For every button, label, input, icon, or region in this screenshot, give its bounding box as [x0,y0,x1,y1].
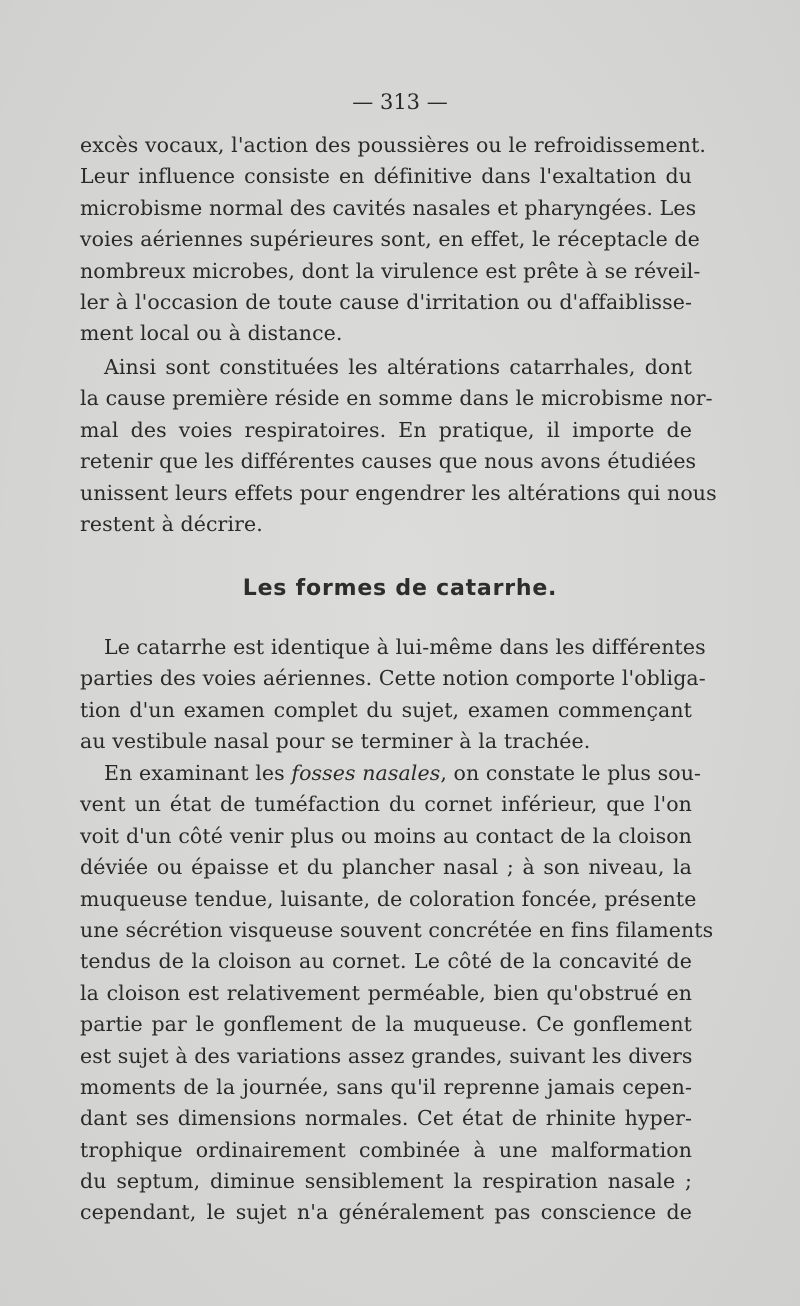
text-line: Leur influence consiste en définitive dans l'exaltation du [80,164,692,189]
text-line: excès vocaux, l'action des poussières ou le refroidissement. [80,133,707,157]
text-line: unissent leurs effets pour engendrer les altérations qui nous [80,480,717,505]
text-line: moments de la journée, sans qu'il reprenne jamais cepen- [80,1074,692,1099]
text-line: une sécrétion visqueuse souvent concrétée en fins filaments [80,917,714,942]
text-line: la cloison est relativement perméable, bien qu'obstrué en [80,980,692,1005]
page-number: — 313 — [352,90,448,114]
text-line: muqueuse tendue, luisante, de coloration foncée, présente [80,886,697,911]
paragraph-2 [80,352,717,540]
text-line: microbisme normal des cavités nasales et pharyngées. Les [80,195,697,220]
text-run: En examinant les [104,761,292,785]
text-line: nombreux microbes, dont la virulence est prête à se réveil- [80,258,701,283]
text-line: mal des voies respiratoires. En pratique, il importe de [80,417,692,442]
text-line: partie par le gonflement de la muqueuse. Ce gonflement [80,1012,692,1037]
text-line [80,758,702,789]
text-line: Ainsi sont constituées les altérations catarrhales, dont [104,355,692,379]
text-line: Le catarrhe est identique à lui-même dans les différentes [104,635,706,659]
text-line: tion d'un examen complet du sujet, examen commençant [80,697,692,722]
text-line: dant ses dimensions normales. Cet état de rhinite hyper- [80,1106,692,1131]
text-line: la cause première réside en somme dans le microbisme nor- [80,386,713,411]
text-line: déviée ou épaisse et du plancher nasal ; à son niveau, la [80,855,692,880]
text-run: , on constate le plus sou- [440,761,702,785]
text-line: du septum, diminue sensiblement la respiration nasale ; [80,1169,692,1194]
text-line: au vestibule nasal pour se terminer à la trachée. [80,729,591,754]
text-line: cependant, le sujet n'a généralement pas conscience de [80,1200,692,1225]
text-line: retenir que les différentes causes que nous avons étudiées [80,449,697,474]
text-line: est sujet à des variations assez grandes, suivant les divers [80,1043,693,1068]
paragraph-1 [80,130,707,350]
text-line: trophique ordinairement combinée à une malformation [80,1137,692,1162]
text-line: tendus de la cloison au cornet. Le côté de la concavité de [80,949,692,974]
text-line: ler à l'occasion de toute cause d'irritation ou d'affaiblisse- [80,289,692,314]
text-line: vent un état de tuméfaction du cornet inférieur, que l'on [80,792,692,817]
text-line: restent à décrire. [80,511,263,536]
text-line: ment local ou à distance. [80,321,343,346]
text-line: voit d'un côté venir plus ou moins au contact de la cloison [80,823,692,848]
paragraph-4 [80,758,714,1229]
text-line: voies aériennes supérieures sont, en effet, le réceptacle de [80,227,700,252]
italic-term: fosses nasales [291,761,441,785]
section-heading: Les formes de catarrhe. [242,576,558,601]
paragraph-3 [80,632,706,758]
text-line: parties des voies aériennes. Cette notion comporte l'obliga- [80,666,706,691]
